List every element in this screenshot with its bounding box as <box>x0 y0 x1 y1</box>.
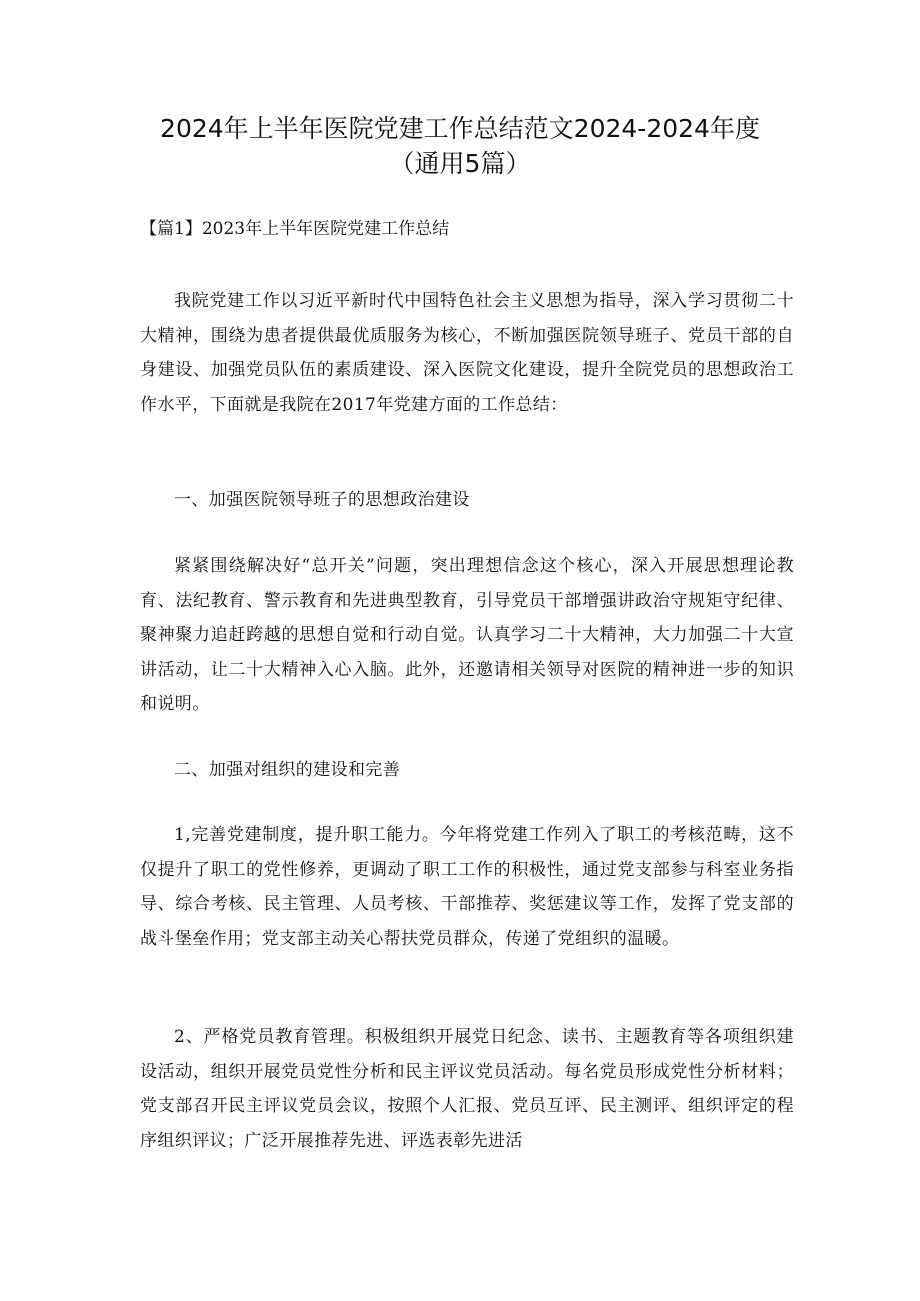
article-heading: 【篇1】2023年上半年医院党建工作总结 <box>140 219 450 239</box>
intro-paragraph: 我院党建工作以习近平新时代中国特色社会主义思想为指导，深入学习贯彻二十大精神，围绕为患者提供最优质服务为核心，不断加强医院领导班子、党员干部的自身建设、加强党员队伍的素质建设、深入医院文化建设，提升全院党员的思想政治工作水平，下面就是我院在2017年党建方面的工作总结： <box>140 291 794 415</box>
section1-heading: 一、加强医院领导班子的思想政治建设 <box>174 490 470 510</box>
document-subtitle: （通用5篇） <box>389 149 531 178</box>
section2-heading: 二、加强对组织的建设和完善 <box>174 760 401 780</box>
section2-paragraph-2: 2、严格党员教育管理。积极组织开展党日纪念、读书、主题教育等各项组织建设活动，组织开展党员党性分析和民主评议党员活动。每名党员形成党性分析材料；党支部召开民主评议党员会议，按照个人汇报、党员互评、民主测评、组织评定的程序组织评议；广泛开展推荐先进、评选表彰先进活 <box>140 1027 794 1151</box>
section2-paragraph-1: 1,完善党建制度，提升职工能力。今年将党建工作列入了职工的考核范畴，这不仅提升了职工的党性修养，更调动了职工工作的积极性，通过党支部参与科室业务指导、综合考核、民主管理、人员考核、干部推荐、奖惩建议等工作，发挥了党支部的战斗堡垒作用；党支部主动关心帮扶党员群众，传递了党组织的温暖。 <box>140 825 794 949</box>
document-title: 2024年上半年医院党建工作总结范文2024-2024年度 <box>160 114 760 143</box>
section1-paragraph: 紧紧围绕解决好“总开关”问题，突出理想信念这个核心，深入开展思想理论教育、法纪教育、警示教育和先进典型教育，引导党员干部增强讲政治守规矩守纪律、聚神聚力追赶跨越的思想自觉和行动自觉。认真学习二十大精神，大力加强二十大宣讲活动，让二十大精神入心入脑。此外，还邀请相关领导对医院的精神进一步的知识和说明。 <box>140 556 794 714</box>
